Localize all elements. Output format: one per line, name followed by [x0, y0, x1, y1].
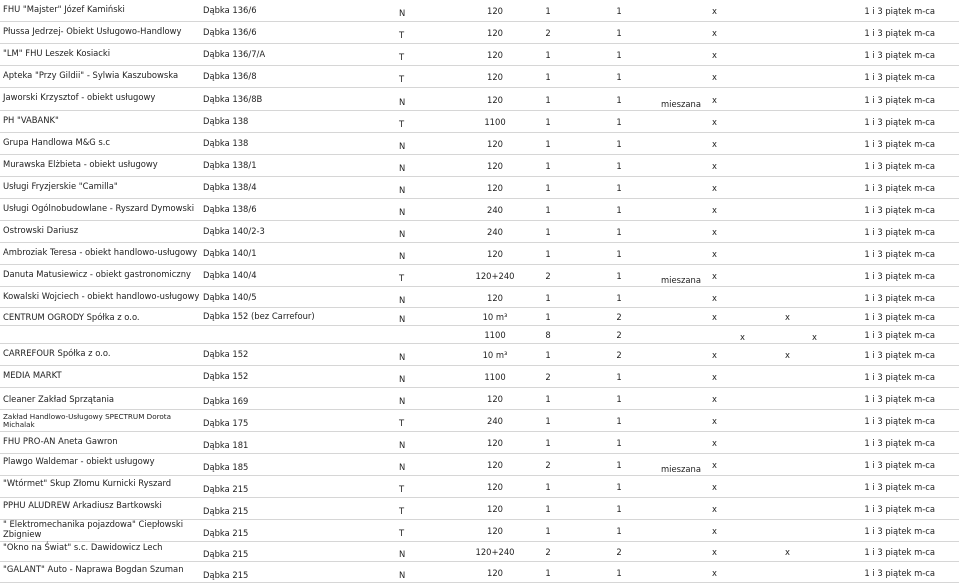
x-marker-1: x — [712, 526, 717, 536]
schedule-cell: 1 i 3 piątek m-ca — [864, 183, 935, 193]
quantity-cell: 1 — [545, 72, 551, 82]
table-row — [0, 410, 959, 432]
address-cell: Dąbka 185 — [203, 462, 249, 472]
quantity-cell: 2 — [545, 271, 551, 281]
x-marker-1: x — [712, 438, 717, 448]
address-cell: Dąbka 138/6 — [203, 204, 257, 214]
quantity-cell: 1 — [545, 183, 551, 193]
schedule-cell: 1 i 3 piątek m-ca — [864, 249, 935, 259]
schedule-cell: 1 i 3 piątek m-ca — [864, 460, 935, 470]
frequency-cell: 1 — [616, 482, 622, 492]
address-cell: Dąbka 140/1 — [203, 248, 257, 258]
schedule-cell: 1 i 3 piątek m-ca — [864, 161, 935, 171]
schedule-cell: 1 i 3 piątek m-ca — [864, 547, 935, 557]
x-marker-1: x — [712, 416, 717, 426]
container-type-cell: N — [399, 185, 406, 195]
x-marker-1: x — [712, 161, 717, 171]
address-cell: Dąbka 215 — [203, 570, 249, 580]
volume-cell: 120 — [487, 95, 503, 105]
schedule-cell: 1 i 3 piątek m-ca — [864, 438, 935, 448]
business-name-cell: PH "VABANK" — [3, 115, 59, 125]
business-name-cell: Usługi Ogólnobudowlane - Ryszard Dymowski — [3, 203, 195, 213]
container-type-cell: N — [399, 251, 406, 261]
address-cell: Dąbka 215 — [203, 528, 249, 538]
x-marker-1: x — [712, 50, 717, 60]
address-cell: Dąbka 175 — [203, 418, 249, 428]
frequency-cell: 1 — [616, 227, 622, 237]
schedule-cell: 1 i 3 piątek m-ca — [864, 6, 935, 16]
frequency-cell: 1 — [616, 28, 622, 38]
container-type-cell: N — [399, 207, 406, 217]
frequency-cell: 1 — [616, 50, 622, 60]
container-type-cell: N — [399, 295, 406, 305]
volume-cell: 120 — [487, 139, 503, 149]
x-marker-1: x — [712, 547, 717, 557]
frequency-cell: 1 — [616, 95, 622, 105]
container-type-cell: T — [399, 30, 405, 40]
address-cell: Dąbka 152 — [203, 371, 249, 381]
business-name-cell: Zakład Handlowo-Usługowy SPECTRUM Dorota Michalak — [3, 412, 172, 429]
frequency-cell: 1 — [616, 293, 622, 303]
x-marker-1: x — [712, 293, 717, 303]
business-name-cell: CARREFOUR Spółka z o.o. — [3, 348, 111, 358]
business-name-cell: Murawska Elżbieta - obiekt usługowy — [3, 159, 158, 169]
quantity-cell: 2 — [545, 28, 551, 38]
volume-cell: 120 — [487, 183, 503, 193]
x-marker-1b: x — [740, 332, 745, 342]
schedule-cell: 1 i 3 piątek m-ca — [864, 416, 935, 426]
volume-cell: 10 m³ — [482, 350, 508, 360]
frequency-cell: 1 — [616, 460, 622, 470]
table-row — [0, 133, 959, 155]
x-marker-1: x — [712, 568, 717, 578]
schedule-cell: 1 i 3 piątek m-ca — [864, 95, 935, 105]
quantity-cell: 1 — [545, 312, 551, 322]
x-marker-1: x — [712, 271, 717, 281]
table-row — [0, 221, 959, 243]
schedule-cell: 1 i 3 piątek m-ca — [864, 394, 935, 404]
address-cell: Dąbka 152 (bez Carrefour) — [203, 311, 315, 321]
address-cell: Dąbka 136/8B — [203, 94, 263, 104]
address-cell: Dąbka 140/2-3 — [203, 226, 265, 236]
business-name-cell: Plawgo Waldemar - obiekt usługowy — [3, 456, 155, 466]
quantity-cell: 1 — [545, 139, 551, 149]
x-marker-1: x — [712, 460, 717, 470]
business-name-cell: PPHU ALUDREW Arkadiusz Bartkowski — [3, 500, 162, 510]
quantity-cell: 1 — [545, 416, 551, 426]
frequency-cell: 2 — [616, 350, 622, 360]
mixed-waste-label: mieszana — [661, 464, 701, 474]
container-type-cell: T — [399, 484, 405, 494]
container-type-cell: T — [399, 418, 405, 428]
schedule-cell: 1 i 3 piątek m-ca — [864, 227, 935, 237]
business-name-cell: Ostrowski Dariusz — [3, 225, 79, 235]
x-marker-1: x — [712, 504, 717, 514]
volume-cell: 240 — [487, 416, 503, 426]
volume-cell: 120 — [487, 293, 503, 303]
business-name-cell: "LM" FHU Leszek Kosiacki — [3, 48, 111, 58]
table-row — [0, 344, 959, 366]
x-marker-1: x — [712, 95, 717, 105]
quantity-cell: 1 — [545, 205, 551, 215]
business-name-cell: Cleaner Zakład Sprzątania — [3, 394, 115, 404]
x-marker-1: x — [712, 312, 717, 322]
table-row — [0, 476, 959, 498]
x-marker-1: x — [712, 372, 717, 382]
volume-cell: 120 — [487, 394, 503, 404]
frequency-cell: 1 — [616, 6, 622, 16]
quantity-cell: 1 — [545, 95, 551, 105]
business-name-cell: Kowalski Wojciech - obiekt handlowo-usługowy — [3, 291, 200, 301]
table-row — [0, 177, 959, 199]
x-marker-1: x — [712, 205, 717, 215]
quantity-cell: 1 — [545, 50, 551, 60]
mixed-waste-label: mieszana — [661, 275, 701, 285]
container-type-cell: N — [399, 396, 406, 406]
x-marker-2: x — [785, 350, 790, 360]
quantity-cell: 1 — [545, 526, 551, 536]
table-row — [0, 326, 959, 344]
business-name-cell: CENTRUM OGRODY Spółka z o.o. — [3, 312, 140, 322]
frequency-cell: 1 — [616, 139, 622, 149]
schedule-cell: 1 i 3 piątek m-ca — [864, 526, 935, 536]
volume-cell: 120+240 — [475, 547, 515, 557]
volume-cell: 1100 — [484, 330, 506, 340]
table-row — [0, 88, 959, 111]
schedule-cell: 1 i 3 piątek m-ca — [864, 28, 935, 38]
address-cell: Dąbka 140/4 — [203, 270, 257, 280]
business-name-cell: MEDIA MARKT — [3, 370, 62, 380]
container-type-cell: N — [399, 462, 406, 472]
volume-cell: 120 — [487, 568, 503, 578]
volume-cell: 10 m³ — [482, 312, 508, 322]
volume-cell: 120 — [487, 504, 503, 514]
table-row — [0, 388, 959, 410]
business-name-cell: Płussa Jedrzej- Obiekt Usługowo-Handlowy — [3, 26, 182, 36]
frequency-cell: 1 — [616, 249, 622, 259]
frequency-cell: 1 — [616, 117, 622, 127]
container-type-cell: N — [399, 549, 406, 559]
frequency-cell: 1 — [616, 72, 622, 82]
frequency-cell: 2 — [616, 547, 622, 557]
table-row — [0, 199, 959, 221]
table-row — [0, 265, 959, 287]
quantity-cell: 1 — [545, 6, 551, 16]
x-marker-2: x — [785, 312, 790, 322]
table-row — [0, 432, 959, 454]
quantity-cell: 1 — [545, 161, 551, 171]
quantity-cell: 1 — [545, 504, 551, 514]
volume-cell: 120 — [487, 249, 503, 259]
table-row — [0, 0, 959, 22]
address-cell: Dąbka 138 — [203, 116, 249, 126]
frequency-cell: 1 — [616, 526, 622, 536]
x-marker-1: x — [712, 6, 717, 16]
address-cell: Dąbka 169 — [203, 396, 249, 406]
schedule-cell: 1 i 3 piątek m-ca — [864, 330, 935, 340]
business-name-cell: Jaworski Krzysztof - obiekt usługowy — [3, 92, 156, 102]
frequency-cell: 1 — [616, 438, 622, 448]
address-cell: Dąbka 138/1 — [203, 160, 257, 170]
business-name-cell: " Elektromechanika pojazdowa" Ciepłowski Zbigniew — [3, 519, 184, 539]
business-name-cell: Danuta Matusiewicz - obiekt gastronomiczny — [3, 269, 191, 279]
volume-cell: 240 — [487, 205, 503, 215]
volume-cell: 120+240 — [475, 271, 515, 281]
frequency-cell: 1 — [616, 394, 622, 404]
x-marker-3: x — [812, 332, 817, 342]
table-row — [0, 243, 959, 265]
frequency-cell: 1 — [616, 568, 622, 578]
table-row — [0, 498, 959, 520]
address-cell: Dąbka 215 — [203, 484, 249, 494]
container-type-cell: T — [399, 119, 405, 129]
container-type-cell: N — [399, 97, 406, 107]
schedule-cell: 1 i 3 piątek m-ca — [864, 350, 935, 360]
container-type-cell: T — [399, 74, 405, 84]
container-type-cell: N — [399, 374, 406, 384]
quantity-cell: 1 — [545, 438, 551, 448]
quantity-cell: 2 — [545, 547, 551, 557]
container-type-cell: T — [399, 506, 405, 516]
container-type-cell: T — [399, 273, 405, 283]
frequency-cell: 1 — [616, 504, 622, 514]
volume-cell: 120 — [487, 50, 503, 60]
volume-cell: 1100 — [484, 372, 506, 382]
volume-cell: 120 — [487, 482, 503, 492]
schedule-cell: 1 i 3 piątek m-ca — [864, 312, 935, 322]
quantity-cell: 1 — [545, 293, 551, 303]
schedule-cell: 1 i 3 piątek m-ca — [864, 139, 935, 149]
x-marker-2: x — [785, 547, 790, 557]
x-marker-1: x — [712, 183, 717, 193]
table-row — [0, 66, 959, 88]
quantity-cell: 1 — [545, 227, 551, 237]
volume-cell: 120 — [487, 161, 503, 171]
container-type-cell: N — [399, 229, 406, 239]
volume-cell: 240 — [487, 227, 503, 237]
volume-cell: 120 — [487, 526, 503, 536]
x-marker-1: x — [712, 139, 717, 149]
container-type-cell: T — [399, 528, 405, 538]
frequency-cell: 1 — [616, 183, 622, 193]
quantity-cell: 1 — [545, 249, 551, 259]
quantity-cell: 2 — [545, 460, 551, 470]
x-marker-1: x — [712, 482, 717, 492]
x-marker-1: x — [712, 227, 717, 237]
address-cell: Dąbka 136/6 — [203, 5, 257, 15]
table-row — [0, 155, 959, 177]
container-type-cell: N — [399, 570, 406, 580]
schedule-cell: 1 i 3 piątek m-ca — [864, 372, 935, 382]
mixed-waste-label: mieszana — [661, 99, 701, 109]
schedule-cell: 1 i 3 piątek m-ca — [864, 482, 935, 492]
address-cell: Dąbka 136/6 — [203, 27, 257, 37]
volume-cell: 1100 — [484, 117, 506, 127]
table-row — [0, 520, 959, 542]
x-marker-1: x — [712, 249, 717, 259]
schedule-cell: 1 i 3 piątek m-ca — [864, 205, 935, 215]
table-row — [0, 22, 959, 44]
quantity-cell: 8 — [545, 330, 551, 340]
business-name-cell: Grupa Handlowa M&G s.c — [3, 137, 111, 147]
address-cell: Dąbka 152 — [203, 349, 249, 359]
address-cell: Dąbka 136/8 — [203, 71, 257, 81]
business-name-cell: "Wtórmet" Skup Złomu Kurnicki Ryszard — [3, 478, 172, 488]
frequency-cell: 1 — [616, 416, 622, 426]
quantity-cell: 1 — [545, 117, 551, 127]
container-type-cell: N — [399, 440, 406, 450]
quantity-cell: 1 — [545, 568, 551, 578]
container-type-cell: N — [399, 314, 406, 324]
x-marker-1: x — [712, 350, 717, 360]
x-marker-1: x — [712, 394, 717, 404]
container-type-cell: N — [399, 141, 406, 151]
frequency-cell: 2 — [616, 312, 622, 322]
frequency-cell: 2 — [616, 330, 622, 340]
table-row — [0, 287, 959, 308]
quantity-cell: 1 — [545, 350, 551, 360]
business-name-cell: "Okno na Świat" s.c. Dawidowicz Lech — [3, 542, 163, 552]
table-row — [0, 111, 959, 133]
volume-cell: 120 — [487, 438, 503, 448]
business-name-cell: FHU PRO-AN Aneta Gawron — [3, 436, 118, 446]
container-type-cell: N — [399, 352, 406, 362]
container-type-cell: N — [399, 163, 406, 173]
volume-cell: 120 — [487, 460, 503, 470]
frequency-cell: 1 — [616, 205, 622, 215]
table-row — [0, 542, 959, 562]
table-row — [0, 308, 959, 326]
table-row — [0, 366, 959, 388]
quantity-cell: 1 — [545, 482, 551, 492]
address-cell: Dąbka 138 — [203, 138, 249, 148]
volume-cell: 120 — [487, 28, 503, 38]
container-type-cell: N — [399, 8, 406, 18]
business-name-cell: Apteka "Przy Gildii" - Sylwia Kaszubowska — [3, 70, 179, 80]
business-name-cell: FHU "Majster" Józef Kamiński — [3, 4, 125, 14]
quantity-cell: 1 — [545, 394, 551, 404]
schedule-cell: 1 i 3 piątek m-ca — [864, 72, 935, 82]
schedule-cell: 1 i 3 piątek m-ca — [864, 50, 935, 60]
address-cell: Dąbka 215 — [203, 506, 249, 516]
container-type-cell: T — [399, 52, 405, 62]
address-cell: Dąbka 136/7/A — [203, 49, 266, 59]
frequency-cell: 1 — [616, 161, 622, 171]
business-name-cell: "GALANT" Auto - Naprawa Bogdan Szuman — [3, 564, 184, 574]
x-marker-1: x — [712, 117, 717, 127]
address-cell: Dąbka 138/4 — [203, 182, 257, 192]
schedule-cell: 1 i 3 piątek m-ca — [864, 568, 935, 578]
frequency-cell: 1 — [616, 271, 622, 281]
x-marker-1: x — [712, 28, 717, 38]
volume-cell: 120 — [487, 6, 503, 16]
address-cell: Dąbka 140/5 — [203, 292, 257, 302]
business-name-cell: Ambroziak Teresa - obiekt handlowo-usługowy — [3, 247, 198, 257]
schedule-cell: 1 i 3 piątek m-ca — [864, 293, 935, 303]
quantity-cell: 2 — [545, 372, 551, 382]
x-marker-1: x — [712, 72, 717, 82]
address-cell: Dąbka 215 — [203, 549, 249, 559]
table-row — [0, 44, 959, 66]
address-cell: Dąbka 181 — [203, 440, 249, 450]
schedule-cell: 1 i 3 piątek m-ca — [864, 117, 935, 127]
table-row — [0, 454, 959, 476]
volume-cell: 120 — [487, 72, 503, 82]
schedule-cell: 1 i 3 piątek m-ca — [864, 504, 935, 514]
business-name-cell: Usługi Fryzjerskie "Camilla" — [3, 181, 118, 191]
schedule-cell: 1 i 3 piątek m-ca — [864, 271, 935, 281]
table-row — [0, 562, 959, 583]
frequency-cell: 1 — [616, 372, 622, 382]
